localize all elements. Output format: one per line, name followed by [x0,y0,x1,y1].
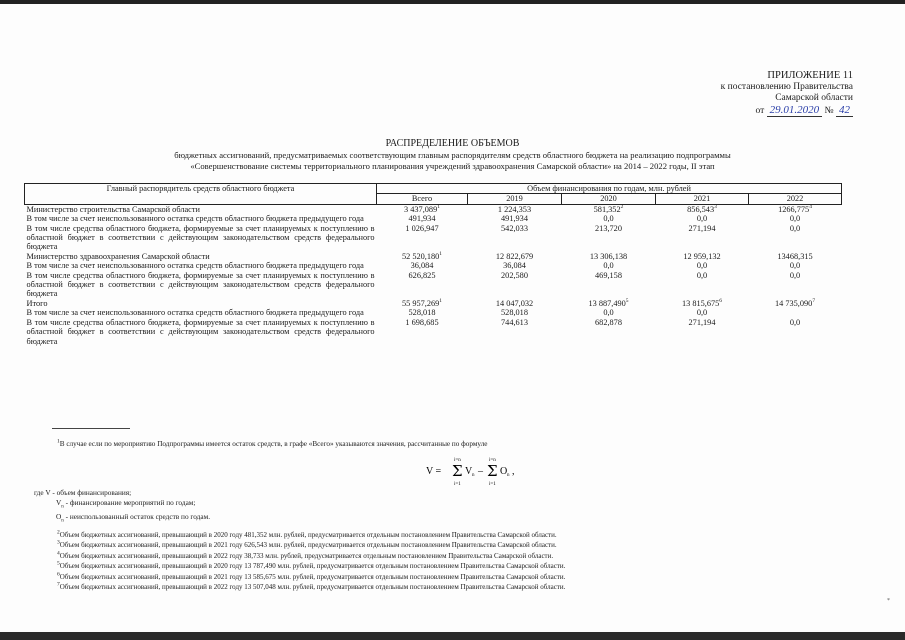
cell-value [377,204,468,214]
cell-value [377,271,468,299]
cell-value [468,318,562,346]
cell-value [749,224,842,252]
cell-number: 213,720 [595,223,622,233]
column-header-group: Объем финансирования по годам, млн. рублей [377,184,842,194]
footnote-text: Объем бюджетных ассигнований, превышающий в 2021 году 13 585,675 млн. рублей, предусматривается отдельным постановлением Правительства Самарской области. [59,572,566,581]
cell-number: 856,543 [687,204,715,214]
column-header-2022: 2022 [749,194,842,204]
footnote-item [57,561,565,571]
column-header-2021: 2021 [656,194,749,204]
cell-value [562,204,656,214]
cell-value [749,271,842,299]
cell-value [656,318,749,346]
footnotes-list [57,530,565,592]
cell-value [656,308,749,317]
cell-value [656,252,749,261]
scan-top-border [0,0,905,4]
cell-value [656,271,749,299]
footnote-ref: 7 [812,298,816,305]
footnote-ref: 6 [719,298,723,305]
sum-sign-icon: Σ [487,462,498,480]
cell-number: 0,0 [696,214,708,224]
formula-term2-sub: n [507,473,510,478]
footnote-item [57,530,565,540]
footnote-ref: 4 [809,204,812,211]
footnote-item [57,540,565,550]
footnote-marker: 6 [57,571,60,578]
date-prefix: от [755,106,765,116]
cell-number: 13 887,490 [588,298,626,308]
cell-number: 271,194 [688,317,716,327]
handwritten-date: 29.01.2020 [767,104,823,117]
footnote-text: Объем бюджетных ассигнований, превышающий в 2022 году 38,733 млн. рублей, предусматривается отдельным постановлением Правительства Самарской области. [59,551,554,560]
cell-value [377,308,468,317]
footnote-marker: 3 [57,540,60,547]
cell-number: 36,084 [410,261,434,271]
cell-value [562,214,656,223]
cell-value [468,299,562,308]
cell-number: 682,878 [595,317,622,327]
appendix-line-2: к постановлению Правительства [720,82,853,92]
row-label: В том числе за счет неиспользованного остатка средств областного бюджета предыдущего года [26,214,364,224]
cell-number: 14 047,032 [495,298,534,308]
footnote-item [57,572,565,582]
cell-value [749,261,842,270]
cell-number: 1266,775 [778,204,810,214]
cell-value [468,224,562,252]
cell-number: 12 822,679 [495,251,534,261]
cell-number: 744,613 [501,317,528,327]
column-header-main: Главный распорядитель средств областного бюджета [25,184,377,205]
cell-number: 0,0 [789,317,801,327]
cell-number: 491,934 [501,214,528,224]
appendix-header [721,70,853,117]
sum-sign-icon: Σ [452,462,463,480]
cell-value [562,271,656,299]
formula-lhs: V = [426,466,442,477]
appendix-line-3: Самарской области [775,93,853,103]
table-row [25,318,842,346]
table-row [25,271,842,299]
footnote-text: Объем бюджетных ассигнований, превышающий в 2021 году 626,543 млн. рублей, предусматривается отдельным постановлением Правительства Самарской области. [59,541,557,550]
column-header-2020: 2020 [562,194,656,204]
cell-value [749,252,842,261]
footnote-marker: 2 [57,529,60,536]
cell-number: 13468,315 [777,251,813,261]
formula-end: , [512,466,515,477]
cell-number: 0,0 [789,214,801,224]
row-label: В том числе за счет неиспользованного остатка средств областного бюджета предыдущего года [26,308,364,318]
cell-number: 528,018 [408,308,436,318]
cell-number: 36,084 [503,261,526,271]
cell-number: 0,0 [696,270,708,280]
legend-var-v-sub: n [61,504,64,510]
cell-value [656,299,749,308]
cell-number: 202,580 [501,270,528,280]
row-label: В том числе средства областного бюджета, формируемые за счет планируемых к поступлению в областной бюджет в соответствии с действующим законодательством средств федерального бюджета [26,317,375,346]
cell-number: 0,0 [603,308,614,318]
cell-number: 542,033 [501,223,528,233]
cell-value [656,214,749,223]
column-header-total: Всего [377,194,468,204]
cell-value [749,318,842,346]
cell-number: 528,018 [501,308,528,318]
cell-value [656,261,749,270]
formula-legend [34,488,210,527]
scan-mark: * [887,598,890,604]
appendix-date-row [721,105,853,117]
cell-number: 0,0 [603,261,614,271]
row-label: В том числе средства областного бюджета, формируемые за счет планируемых к поступлению в областной бюджет в соответствии с действующим законодательством средств федерального бюджета [26,270,375,299]
cell-number: 52 520,180 [401,251,440,261]
cell-number: 0,0 [603,214,614,224]
cell-value [749,299,842,308]
footnote-marker: 7 [57,581,60,588]
legend-line-2 [34,498,210,512]
footnote-ref: 2 [620,204,624,211]
formula-term1: V [465,466,473,477]
legend-line-1: где V - объем финансирования; [34,488,132,497]
formula-minus: – [478,466,483,477]
cell-number: 3 437,089 [404,204,438,214]
row-label: Итого [26,298,48,308]
formula-term2: O [500,466,508,477]
cell-number: 626,825 [408,270,436,280]
cell-value [377,318,468,346]
formula-term1-sub: n [472,473,475,478]
cell-number: 0,0 [789,261,801,271]
cell-value [468,214,562,223]
footnote-text: Объем бюджетных ассигнований, превышающий в 2020 году 13 787,490 млн. рублей, предусматривается отдельным постановлением Правительства Самарской области. [59,562,566,571]
cell-number: 1 224,353 [497,204,532,214]
formula-sum1-bottom: i=1 [454,482,461,487]
cell-value [562,318,656,346]
footnote-marker: 5 [57,560,60,567]
appendix-title: ПРИЛОЖЕНИЕ 11 [767,70,853,81]
legend-var-v: V [56,498,62,507]
formula [426,452,536,488]
table-row [25,204,842,214]
cell-value [468,261,562,270]
table-row [25,299,842,308]
footnote-ref: 1 [439,251,443,258]
cell-value [562,308,656,317]
cell-number: 12 959,132 [683,251,721,261]
footnote-ref: 1 [437,204,440,211]
footnote-ref: 5 [625,298,629,305]
cell-value [749,204,842,214]
table-row [25,214,842,223]
cell-value [656,204,749,214]
formula-sum2-bottom: i=1 [489,482,496,487]
legend-line-3 [34,512,210,526]
cell-value [377,252,468,261]
footnote-separator [52,428,130,429]
column-header-2019: 2019 [468,194,562,204]
cell-number: 271,194 [688,223,716,233]
cell-value [562,252,656,261]
footnote-ref: 3 [714,204,717,211]
legend-var-o-text: - неиспользованный остаток средств по годам. [63,512,211,522]
cell-value [562,299,656,308]
scan-bottom-border [0,632,905,640]
row-label: Министерство здравоохранения Самарской области [26,251,210,261]
legend-var-v-text: - финансирование мероприятий по годам; [63,498,196,507]
cell-number: 55 957,269 [401,298,440,308]
cell-value [377,299,468,308]
cell-number: 1 026,947 [405,223,439,233]
table-row [25,261,842,270]
cell-number: 13 306,138 [589,251,628,261]
cell-value [562,224,656,252]
footnote-text: Объем бюджетных ассигнований, превышающий в 2020 году 481,352 млн. рублей, предусматривается отдельным постановлением Правительства Самарской области. [59,531,557,539]
row-label: В том числе средства областного бюджета, формируемые за счет планируемых к поступлению в областной бюджет в соответствии с действующим законодательством средств федерального бюджета [26,223,375,252]
cell-number: 0,0 [789,270,801,280]
cell-value [562,261,656,270]
cell-number: 13 815,675 [681,298,720,308]
cell-value [377,214,468,223]
footnote-1 [57,440,487,448]
legend-var-o: O [56,512,62,522]
table-row [25,252,842,261]
footnote-ref: 1 [439,298,443,305]
table-header-row [25,184,842,194]
footnote-1-marker: 1 [57,438,60,445]
cell-value [749,308,842,317]
document-title: РАСПРЕДЕЛЕНИЕ ОБЪЕМОВ [385,138,520,149]
subtitle-line-2: «Совершенствование системы территориального планирования учреждений здравоохранения Самарской области» на 2014 – 2022 годы, II этап [190,160,715,171]
cell-value [656,224,749,252]
footnote-item [57,582,565,592]
cell-value [468,204,562,214]
cell-number: 581,352 [593,204,621,214]
row-label: Министерство строительства Самарской области [25,204,377,214]
cell-number: 469,158 [595,270,622,280]
formula-sum2-top: i=n [489,458,496,463]
cell-number: 0,0 [789,223,801,233]
cell-value [749,214,842,223]
cell-value [468,271,562,299]
handwritten-number: 42 [836,104,853,117]
cell-value [377,261,468,270]
table-row [25,308,842,317]
table-row [25,224,842,252]
cell-number: 491,934 [408,214,436,224]
cell-value [468,308,562,317]
row-label: В том числе за счет неиспользованного остатка средств областного бюджета предыдущего года [26,261,364,271]
cell-number: 14 735,090 [774,298,813,308]
formula-sum1-top: i=n [454,458,461,463]
cell-value [377,224,468,252]
footnote-text: Объем бюджетных ассигнований, превышающий в 2022 году 13 507,048 млн. рублей, предусматривается отдельным постановлением Правительства Самарской области. [59,583,566,592]
number-prefix: № [824,106,834,116]
cell-value [468,252,562,261]
footnote-item [57,551,565,561]
cell-number: 0,0 [696,261,708,271]
funding-table [24,183,842,346]
document-subtitle [0,150,905,171]
footnote-1-text: В случае если по мероприятию Подпрограммы имеется остаток средств, в графе «Всего» указываются значения, рассчитанные по формуле [59,440,488,448]
cell-number: 0,0 [696,308,708,318]
legend-var-o-sub: n [61,518,64,524]
cell-number: 1 698,685 [405,317,439,327]
subtitle-line-1: бюджетных ассигнований, предусматриваемых соответствующим главным распорядителям средств областного бюджета на реализацию подпрограммы [174,150,731,160]
footnote-marker: 4 [57,550,60,557]
